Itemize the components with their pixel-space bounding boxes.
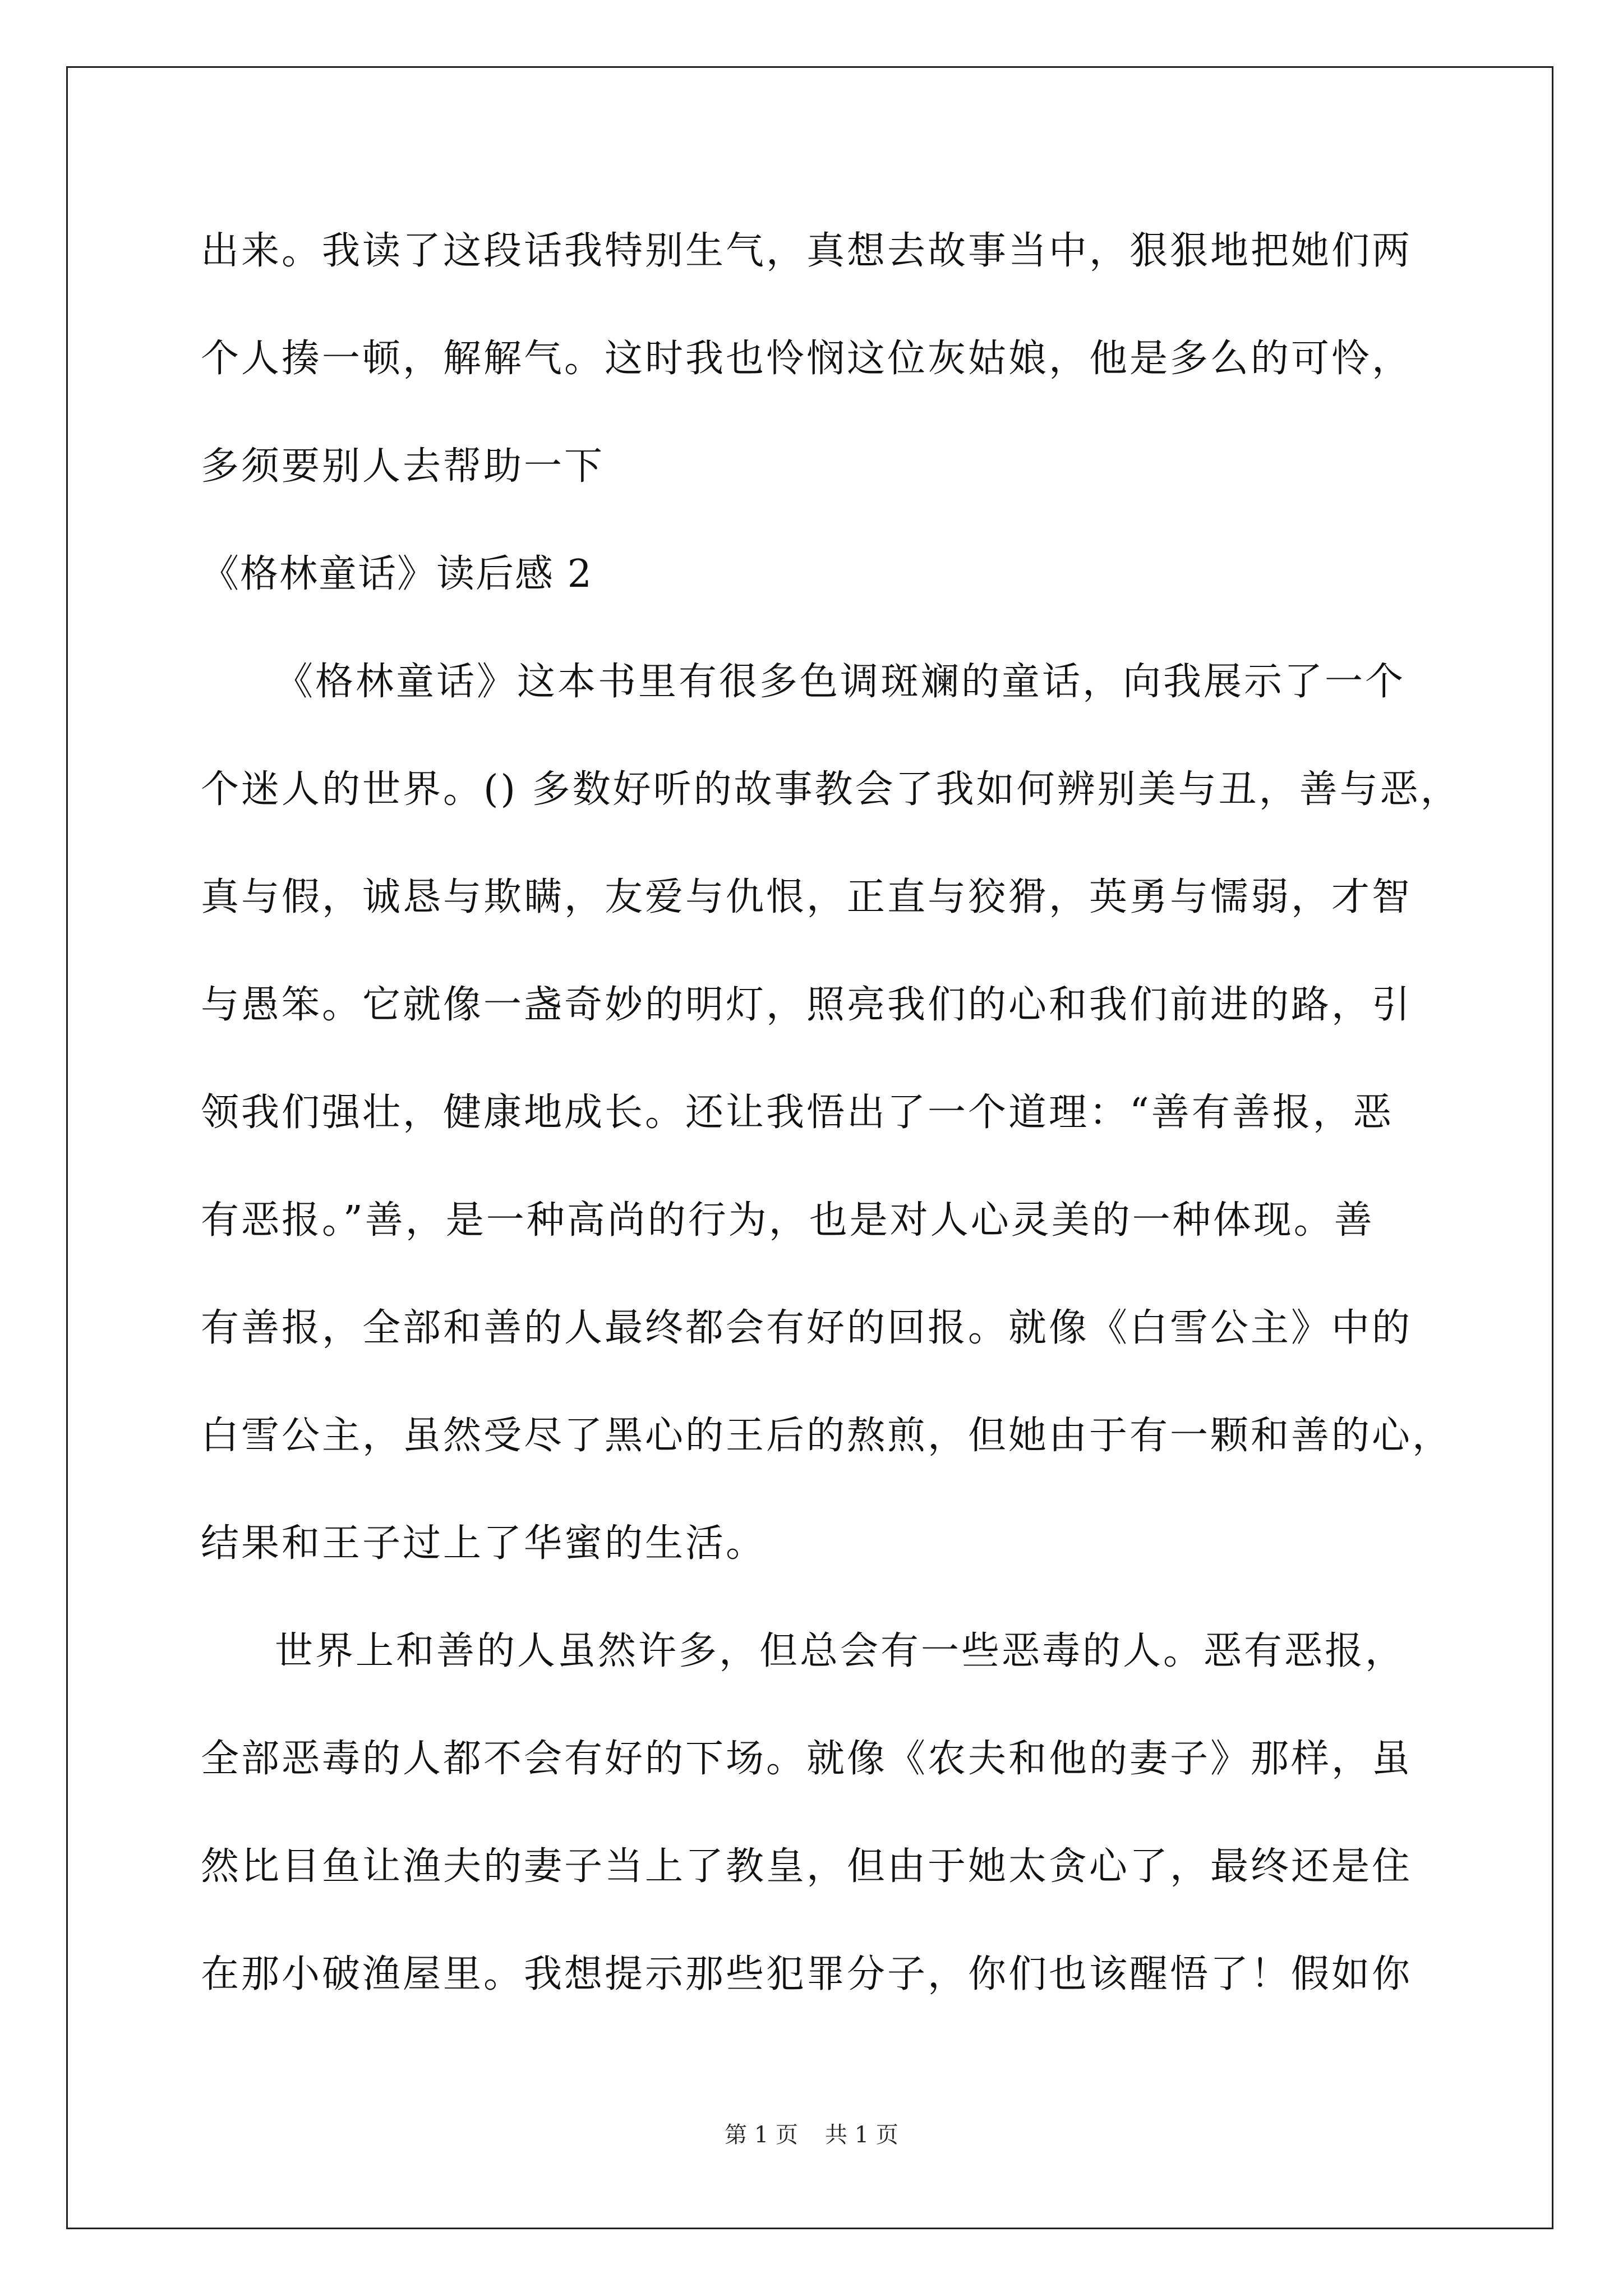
page-border xyxy=(66,66,1553,2229)
body-line: 然比目鱼让渔夫的妻子当上了教皇，但由于她太贪心了，最终还是住 xyxy=(201,1844,1413,1889)
body-line: 在那小破渔屋里。我想提示那些犯罪分子，你们也该醒悟了！假如你 xyxy=(201,1952,1413,1996)
body-line: 与愚笨。它就像一盏奇妙的明灯，照亮我们的心和我们前进的路，引 xyxy=(201,983,1413,1027)
body-line: 全部恶毒的人都不会有好的下场。就像《农夫和他的妻子》那样，虽 xyxy=(201,1737,1413,1781)
body-line: 世界上和善的人虽然许多，但总会有一些恶毒的人。恶有恶报， xyxy=(275,1629,1406,1673)
body-line: 多须要别人去帮助一下 xyxy=(201,444,605,489)
body-line: 有恶报。”善，是一种高尚的行为，也是对人心灵美的一种体现。善 xyxy=(201,1198,1375,1243)
body-line: 白雪公主，虽然受尽了黑心的王后的熬煎，但她由于有一颗和善的心， xyxy=(201,1414,1453,1458)
body-line: 真与假，诚恳与欺瞒，友爱与仇恨，正直与狡猾，英勇与懦弱，才智 xyxy=(201,875,1413,919)
body-line: 结果和王子过上了华蜜的生活。 xyxy=(201,1521,767,1566)
body-line: 有善报，全部和善的人最终都会有好的回报。就像《白雪公主》中的 xyxy=(201,1306,1413,1350)
body-line: 个人揍一顿，解解气。这时我也怜悯这位灰姑娘，他是多么的可怜， xyxy=(201,337,1413,381)
body-line: 个迷人的世界。() 多数好听的故事教会了我如何辨别美与丑，善与恶， xyxy=(201,767,1461,812)
page-total: 共 1 页 xyxy=(825,2122,898,2148)
body-line: 《格林童话》这本书里有很多色调斑斓的童话，向我展示了一个 xyxy=(275,660,1406,704)
page-footer xyxy=(0,2122,1623,2148)
page-number: 第 1 页 xyxy=(725,2122,798,2148)
body-line: 领我们强壮，健康地成长。还让我悟出了一个道理：“善有善报，恶 xyxy=(201,1091,1394,1135)
section-title: 《格林童话》读后感 2 xyxy=(201,552,593,596)
body-line: 出来。我读了这段话我特别生气，真想去故事当中，狠狠地把她们两 xyxy=(201,229,1413,273)
